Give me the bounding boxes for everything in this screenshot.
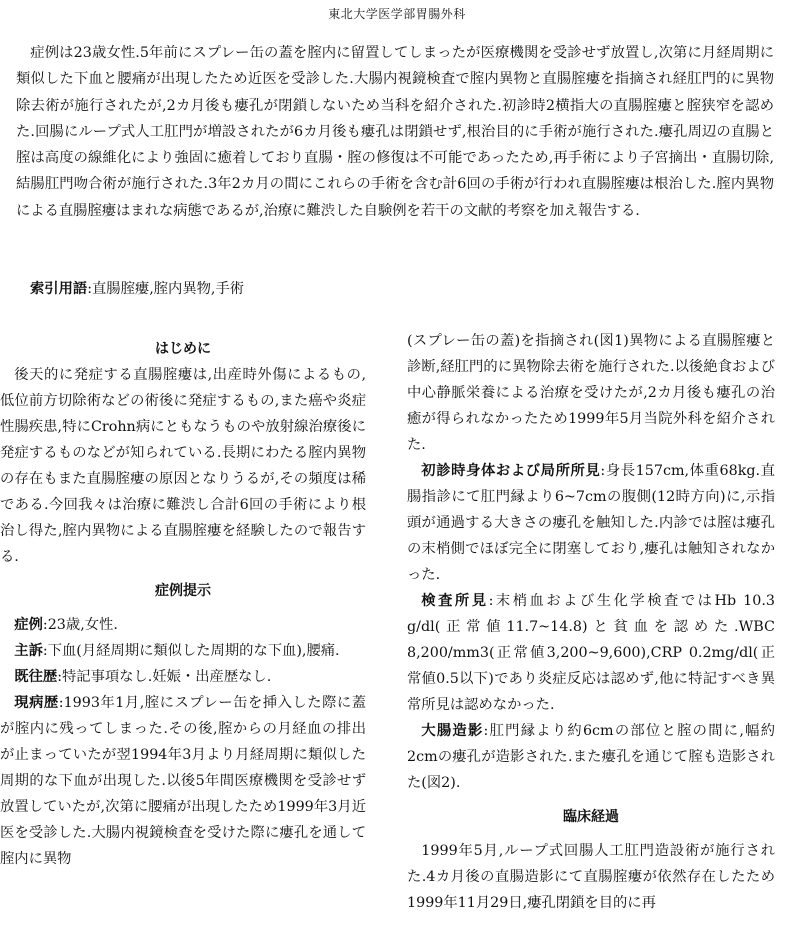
exam-label: 初診時身体および局所所見 [421, 463, 601, 479]
course-paragraph: 1999年5月,ループ式回腸人工肛門造設術が施行された.4カ月後の直腸造影にて直腸腟瘻が依然存在したため1999年11月29日,瘻孔閉鎖を目的に再 [407, 843, 775, 911]
history-label: 既往歴 [14, 669, 58, 685]
history-text: :特記事項なし.妊娠・出産歴なし. [57, 669, 272, 685]
complaint-paragraph [0, 638, 366, 664]
case-text: :23歳,女性. [42, 617, 118, 633]
left-column [0, 328, 366, 872]
enema-text: :肛門縁より約6cmの部位と腟の間に,幅約2cmの瘻孔が造影された.また瘻孔を通じて腟も造影された(図2). [407, 723, 775, 791]
intro-heading: はじめに [155, 341, 211, 357]
enema-paragraph [407, 718, 775, 796]
case-paragraph [0, 612, 366, 638]
continuation-paragraph: (スプレー缶の蓋)を指摘され(図1)異物による直腸腟瘻と診断,経肛門的に異物除去術を施行された.以後絶食および中心静脈栄養による治療を受けたが,2カ月後も瘻孔の治癒が得られなかったため1999年5月当院外科を紹介された. [407, 333, 775, 453]
lab-text: :末梢血および生化学検査ではHb 10.3 g/dl(正常値11.7~14.8)と貧血を認めた.WBC 8,200/mm3(正常値3,200~9,600),CRP 0.2mg/dl(正常値0.5以下)であり炎症反応は認めず,他に特記すべき異常所見は認めなかった. [407, 593, 775, 713]
lab-paragraph [407, 588, 775, 718]
present-illness-label: 現病歴 [14, 695, 59, 711]
present-illness-paragraph [0, 690, 366, 872]
lab-label: 検査所見 [421, 593, 489, 609]
exam-text: :身長157cm,体重68kg.直腸指診にて肛門縁より6~7cmの腹側(12時方向)に,示指頭が通過する大きさの瘻孔を触知した.内診では腟は瘻孔の末梢側でほぼ完全に閉塞しており,瘻孔は触知されなかった. [407, 463, 776, 583]
case-label: 症例 [14, 617, 43, 633]
keywords-text: :直腸腟瘻,腟内異物,手術 [87, 281, 245, 297]
course-heading: 臨床経過 [563, 809, 619, 825]
complaint-text: :下血(月経周期に類似した周期的な下血),腰痛. [42, 643, 340, 659]
enema-label: 大腸造影 [421, 723, 484, 739]
present-illness-text: :1993年1月,腟にスプレー缶を挿入した際に蓋が腟内に残ってしまった.その後,腟からの月経血の排出が止まっていたが翌1994年3月より月経周期に類似した周期的な下血が出現した.以後5年間医療機関を受診せず放置していたが,次第に腰痛が出現したため1999年3月近医を受診した.大腸内視鏡検査を受けた際に瘻孔を通して腟内に異物 [0, 695, 366, 867]
right-column [407, 328, 775, 916]
keywords [30, 278, 244, 300]
abstract: 症例は23歳女性.5年前にスプレー缶の蓋を腟内に留置してしまったが医療機関を受診せず放置し,次第に月経周期に類似した下血と腰痛が出現したため近医を受診した.大腸内視鏡検査で腟内異物と直腸腟瘻を指摘され経肛門的に異物除去術が施行されたが,2カ月後も瘻孔が閉鎖しないため当科を紹介された.初診時2横指大の直腸腟瘻と腟狭窄を認めた.回腸にループ式人工肛門が増設されたが6カ月後も瘻孔は閉鎖せず,根治目的に手術が施行された.瘻孔周辺の直腸と腟は高度の線維化により強固に癒着しており直腸・腟の修復は不可能であったため,再手術により子宮摘出・直腸切除,結腸肛門吻合術が施行された.3年2カ月の間にこれらの手術を含む計6回の手術が行われ直腸腟瘻は根治した.腟内異物による直腸腟瘻はまれな病態であるが,治療に難渋した自験例を若干の文献的考察を加え報告する. [16, 45, 774, 219]
case-heading: 症例提示 [155, 583, 211, 599]
keywords-label: 索引用語 [30, 281, 88, 297]
exam-paragraph [407, 458, 775, 588]
history-paragraph [0, 664, 366, 690]
page-header: 東北大学医学部胃腸外科 [328, 7, 466, 21]
complaint-label: 主訴 [14, 643, 43, 659]
intro-paragraph: 後天的に発症する直腸腟瘻は,出産時外傷によるもの,低位前方切除術などの術後に発症するもの,また癌や炎症性腸疾患,特にCrohn病にともなうものや放射線治療後に発症するものなどが知られている.長期にわたる腟内異物の存在もまた直腸腟瘻の原因となりうるが,その頻度は稀である.今回我々は治療に難渋し合計6回の手術により根治し得た,腟内異物による直腸腟瘻を経験したので報告する. [0, 367, 366, 565]
